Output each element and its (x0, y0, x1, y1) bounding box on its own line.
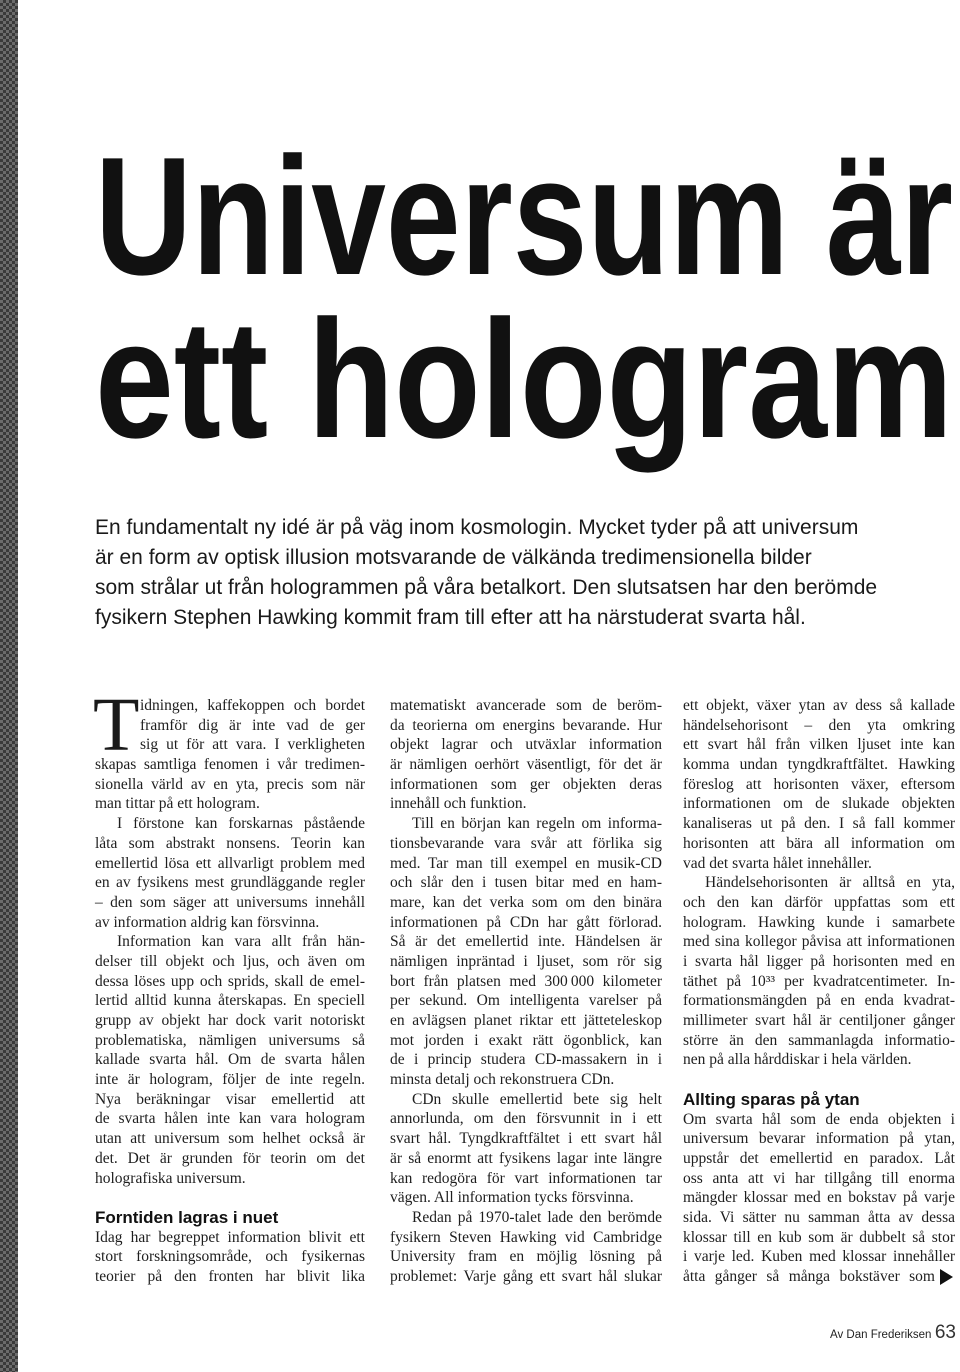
text-line: framför dig är inte vad de ger (140, 716, 365, 734)
text-line: en av fysikens mest grundläggande regler (95, 874, 365, 892)
text-line: större än den sammanlagda informatio- (683, 1031, 955, 1049)
title-line-2: ett hologram (95, 285, 953, 473)
text-line: svart hål. Tyngdkraftfältet i ett svart hål (390, 1130, 662, 1148)
text-line: ett svart hål från vilken ljuset inte kan (683, 736, 955, 754)
text-line: kan redogöra för vart informationen tar (390, 1169, 662, 1187)
text-line: i varje led. Kuben med klossar innehåller (683, 1248, 955, 1266)
text-line: formationsmängden på en enda kvadrat- (683, 992, 955, 1010)
text-line: Händelsehorisonten är alltså en yta, (705, 874, 955, 892)
text-line: åtta gånger så många bokstäver som (683, 1268, 935, 1286)
paragraph (683, 696, 955, 873)
text-line: låta som abstrakt nonsens. Teorin kan (95, 834, 365, 852)
text-line: bort från platsen med 300 000 kilometer (390, 972, 662, 990)
text-line: utan att universum som helhet också är (95, 1130, 365, 1148)
paragraph (683, 873, 955, 1070)
text-line: med. Tar man till exempel en musik-CD (390, 854, 662, 872)
lead-paragraph (95, 513, 955, 633)
paragraph (95, 932, 365, 1188)
text-line: fysikern Steven Hawking vid Cambridge (390, 1228, 662, 1246)
text-line: horisonten att bära all information om (683, 834, 955, 852)
body-column-3 (683, 696, 955, 1287)
text-line: Information kan vara allt från hän- (117, 933, 365, 951)
text-line: och den kan därför uppfattas som ett (683, 893, 955, 911)
text-line: tionsbevarande vara svår att förlika sig (390, 834, 662, 852)
paragraph (95, 1228, 365, 1287)
paragraph (683, 1110, 955, 1287)
paragraph (390, 696, 662, 814)
text-line: skapas samtliga fenomen i vår tredimen- (95, 756, 365, 774)
text-line: University fram en möjlig lösning på (390, 1248, 662, 1266)
text-line: man tittar på ett hologram. (95, 795, 260, 813)
text-line: – den som säger att universums innehåll (95, 893, 365, 911)
lead-line: är en form av optisk illusion motsvarande de välkända tredimensionella bilder (95, 546, 812, 569)
text-line: med sina kollegor påvisa att informationen (683, 933, 955, 951)
text-line: holografiska universum. (95, 1169, 246, 1187)
text-line: mot jorden i exakt rätt ögonblick, kan (390, 1031, 662, 1049)
body-column-2 (390, 696, 662, 1287)
text-line: informationen om de slukade objekten (683, 795, 955, 813)
text-line: täthet på 10³³ per kvadratcentimeter. In- (683, 972, 955, 990)
text-line: annorlunda, om den försvunnit in i ett (390, 1110, 662, 1128)
text-line: Till en början kan regeln om informa- (412, 815, 662, 833)
text-line: Idag har begreppet information blivit ett (95, 1228, 365, 1246)
text-line: uppstår det emellertid en paradox. Låt (683, 1149, 955, 1167)
text-line: Nya beräkningar visar emellertid att (95, 1090, 365, 1108)
lead-line: som strålar ut från hologrammen på våra betalkort. Den slutsatsen har den berömde (95, 576, 878, 599)
continue-arrow-icon (940, 1269, 953, 1285)
text-line: I förstone kan forskarnas påstående (117, 815, 365, 833)
text-line: det. Det är grunden för teorin om det (95, 1149, 365, 1167)
text-line: dessa löses upp och sprids, skall de emel- (95, 972, 365, 990)
text-line: objekt lagrar och utväxlar information (390, 736, 662, 754)
text-line: Om svarta hål som de enda objekten i (683, 1110, 955, 1128)
text-line: är nämligen oerhört väsentligt, för det är (390, 756, 662, 774)
text-line: nämligen inpräntad i ljuset, som rör sig (390, 952, 662, 970)
text-line: vad det svarta hålet innehåller. (683, 854, 872, 872)
text-line: da teorierna om energins bevarande. Hur (390, 716, 662, 734)
text-line: millimeter svart hål är centiljoner gånger (683, 1012, 955, 1029)
text-line: CDn skulle emellertid bete sig helt (412, 1090, 662, 1108)
text-line: emellertid lösa ett allvarligt problem med (95, 854, 365, 872)
text-line: sig ut för att vara. I verkligheten (140, 736, 365, 754)
text-line: Så är det emellertid inte. Händelsen är (390, 933, 662, 951)
text-line: oss anta att vi har tillgång till enorma (683, 1169, 955, 1187)
text-line: händelsehorisont – den yta omkring (683, 716, 955, 734)
body-column-1 (93, 683, 365, 1287)
text-line: mängder klossar med en bokstav på varje (683, 1189, 955, 1207)
text-line: matematiskt avancerade som de beröm- (390, 697, 662, 714)
paragraph (390, 1090, 662, 1208)
text-line: ett objekt, växer ytan av dess så kallade (683, 697, 955, 714)
text-line: informationen som ger objekten deras (390, 775, 662, 793)
paragraph (95, 814, 365, 932)
text-line: och slår den i tusen bitar med en ham- (390, 874, 662, 892)
text-line: minsta detalj och rekonstruera CDn. (390, 1071, 615, 1089)
text-line: kallade svarta hål. Om de svarta hålen (95, 1051, 365, 1069)
text-line: kanaliseras ut på den. I så fall kommer (683, 815, 955, 833)
text-line: inte är hologram, följer de inte regeln. (95, 1071, 365, 1089)
section-heading: Allting sparas på ytan (683, 1089, 860, 1109)
text-line: idningen, kaffekoppen och bordet (140, 697, 365, 714)
text-line: problemet: Varje gång ett svart hål slukar (390, 1267, 662, 1285)
text-line: teorier på den fronten har blivit lika (95, 1268, 365, 1286)
text-line: innehåll och funktion. (390, 795, 527, 813)
text-line: sionella värld av en yta, precis som när (95, 775, 365, 793)
text-line: sida. Vi sätter nu samman åtta av dessa (683, 1209, 955, 1226)
text-line: grupp av objekt har dock varit notoriskt (95, 1012, 365, 1029)
text-line: universum bevarar information på ytan, (683, 1130, 955, 1148)
text-line: de i princip studera CD-massakern in i (390, 1051, 662, 1069)
lead-line: fysikern Stephen Hawking kommit fram till efter att ha närstuderat svarta hål. (95, 606, 806, 629)
paragraph (390, 1208, 662, 1287)
text-line: stort forskningsområde, och fysikernas (95, 1248, 365, 1266)
text-line: hologram. Hawking kunde i samarbete (683, 913, 955, 931)
page-number: 63 (934, 1322, 956, 1343)
byline: Av Dan Frederiksen (830, 1329, 932, 1341)
text-line: nen på alla hårddiskar i hela världen. (683, 1051, 912, 1069)
text-line: problematiska, nämligen universums så (95, 1031, 365, 1049)
paragraph (390, 814, 662, 1090)
text-line: i svarta hål ligger på horisonten med en (683, 952, 955, 970)
text-line: informationen på CDn har gått förlorad. (390, 913, 662, 931)
text-line: föreslog att horisonten växer, eftersom (683, 775, 955, 793)
title-line-1: Universum är (95, 130, 953, 310)
text-line: en avlägsen planet riktar ett jätteteleskop (390, 1012, 662, 1029)
lead-line: En fundamentalt ny idé är på väg inom kosmologin. Mycket tyder på att universum (95, 516, 859, 539)
text-line: är så enormt att fysikens lagar inte längre (390, 1149, 662, 1167)
text-line: klossar till en kub som är dubbelt så stor (683, 1228, 955, 1246)
text-line: Redan på 1970-talet lade den berömde (412, 1208, 662, 1226)
section-heading: Forntiden lagras i nuet (95, 1207, 279, 1227)
page-edge-strip (0, 0, 18, 1372)
text-line: komma undan tyngdkraftfältet. Hawking (683, 756, 955, 774)
text-line: delser till objekt och ljus, och även om (95, 952, 365, 970)
article-title (95, 130, 957, 480)
text-line: per sekund. Om intelligenta varelser på (390, 992, 662, 1010)
text-line: av information aldrig kan försvinna. (95, 913, 320, 931)
text-line: vägen. All information tycks försvinna. (390, 1189, 634, 1207)
text-line: de svarta hålen inte kan vara hologram (95, 1110, 365, 1128)
text-line: mare, kan det verka som om den binära (390, 893, 662, 911)
drop-cap: T (93, 683, 140, 767)
paragraph (93, 683, 365, 814)
text-line: lertid alltid kunna återskapas. En speciell (95, 992, 365, 1010)
